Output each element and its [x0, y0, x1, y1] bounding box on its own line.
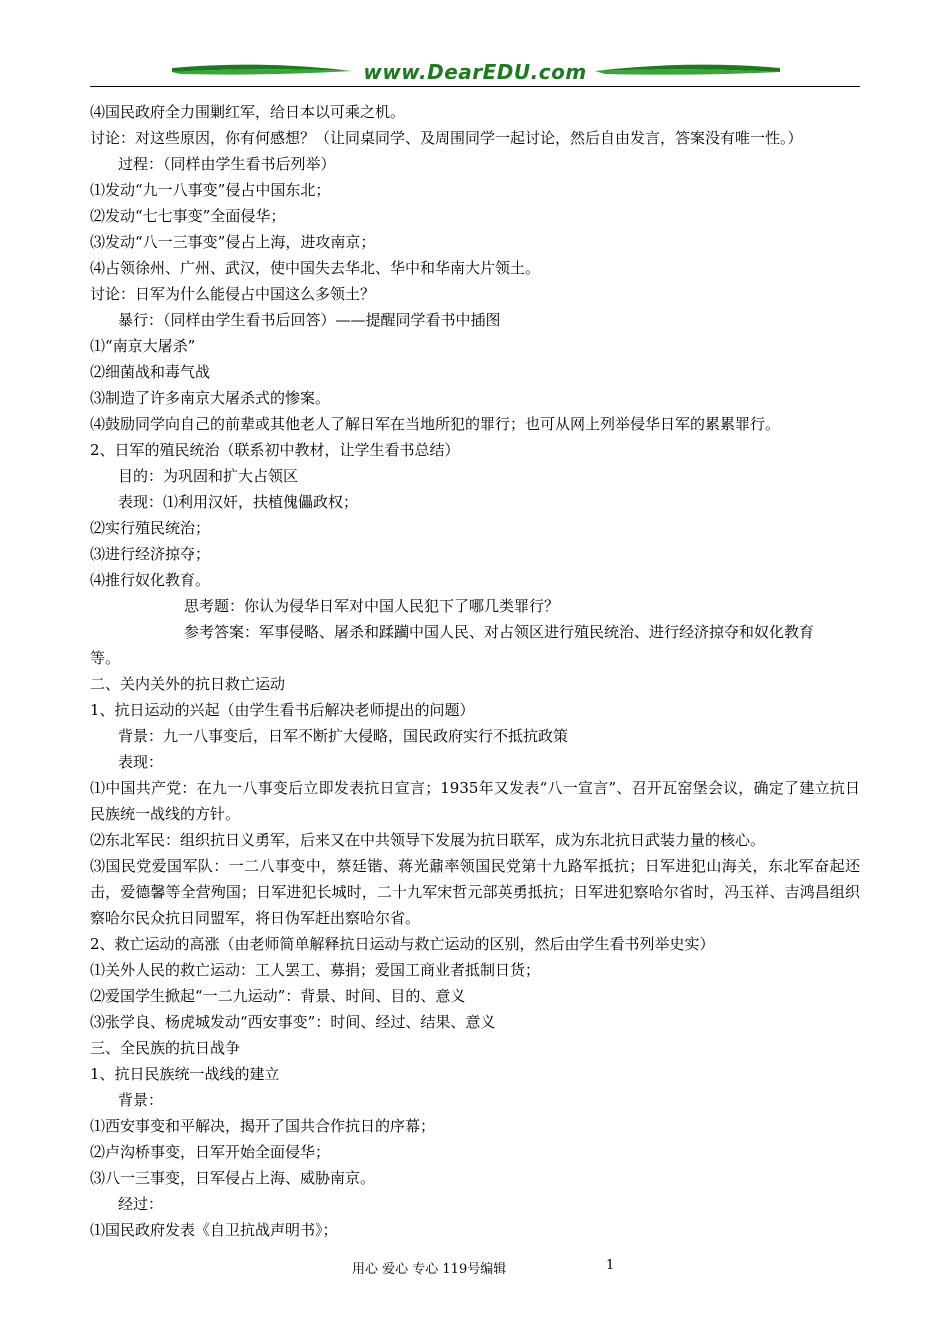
text-line: ⑶张学良、杨虎城发动“西安事变”：时间、经过、结果、意义: [90, 1013, 496, 1031]
text-line: 三、全民族的抗日战争: [90, 1039, 241, 1057]
text-line: ⑶进行经济掠夺；: [90, 545, 211, 563]
text-line: ⑵东北军民：组织抗日义勇军，后来又在中共领导下发展为抗日联军，成为东北抗日武装力量的核心。: [90, 831, 766, 849]
text-line: ⑴“南京大屠杀”: [90, 337, 196, 355]
text-line: ⑵细菌战和毒气战: [90, 363, 211, 381]
text-line: 经过：: [118, 1195, 164, 1213]
text-line: 目的：为巩固和扩大占领区: [118, 467, 299, 485]
text-line: ⑷推行奴化教育。: [90, 571, 211, 589]
text-line: 表现：: [118, 753, 164, 771]
text-line: 2、日军的殖民统治（联系初中教材，让学生看书总结）: [90, 441, 460, 459]
text-line: 背景：九一八事变后，日军不断扩大侵略，国民政府实行不抵抗政策: [118, 727, 569, 745]
text-line: ⑵爱国学生掀起“一二九运动”：背景、时间、目的、意义: [90, 987, 466, 1005]
text-line: 参考答案：军事侵略、屠杀和蹂躏中国人民、对占领区进行殖民统治、进行经济掠夺和奴化教育: [184, 623, 815, 641]
text-line: ⑴发动“九一八事变”侵占中国东北；: [90, 181, 331, 199]
text-line: 1、抗日运动的兴起（由学生看书后解决老师提出的问题）: [90, 701, 475, 719]
text-line: 过程：（同样由学生看书后列举）: [118, 155, 336, 173]
text-line: 思考题：你认为侵华日军对中国人民犯下了哪几类罪行？: [184, 597, 560, 615]
text-line: 2、救亡运动的高涨（由老师简单解释抗日运动与救亡运动的区别，然后由学生看书列举史实）: [90, 935, 715, 953]
footer-text: 用心 爱心 专心 119号编辑: [352, 1262, 507, 1277]
header-divider: [90, 86, 860, 87]
text-line: ⑴中国共产党：在九一八事变后立即发表抗日宣言；1935年又发表“八一宣言”、召开瓦窑堡会议，确定了建立抗日民族统一战线的方针。: [90, 779, 860, 823]
text-line: 背景：: [118, 1091, 164, 1109]
document-body: [90, 99, 860, 1243]
text-line: ⑷鼓励同学向自己的前辈或其他老人了解日军在当地所犯的罪行；也可从网上列举侵华日军的累累罪行。: [90, 415, 781, 433]
text-line: ⑴关外人民的救亡运动：工人罢工、募捐；爱国工商业者抵制日货；: [90, 961, 541, 979]
site-logo[interactable]: www.DearEDU.com: [363, 60, 587, 84]
page-number: 1: [606, 1258, 615, 1273]
text-line: 表现：⑴利用汉奸，扶植傀儡政权；: [118, 493, 359, 511]
text-line: 暴行：（同样由学生看书后回答）——提醒同学看书中插图: [118, 311, 501, 329]
text-line: ⑶国民党爱国军队：一二八事变中，蔡廷锴、蒋光鼐率领国民党第十九路军抵抗；日军进犯山海关，东北军奋起还击，爱德馨等全营殉国；日军进犯长城时，二十九军宋哲元部英勇抵抗；日军进犯察哈尔省时，冯玉祥、吉鸿昌组织察哈尔民众抗日同盟军，将日伪军赶出察哈尔省。: [90, 857, 860, 927]
text-line: ⑷国民政府全力围剿红军，给日本以可乘之机。: [90, 103, 406, 121]
text-line: ⑶发动“八一三事变”侵占上海，进攻南京；: [90, 233, 376, 251]
text-line: ⑶八一三事变，日军侵占上海、威胁南京。: [90, 1169, 376, 1187]
text-line: ⑶制造了许多南京大屠杀式的惨案。: [90, 389, 331, 407]
text-line: ⑴国民政府发表《自卫抗战声明书》；: [90, 1221, 338, 1239]
text-line: 等。: [90, 649, 121, 667]
text-line: ⑷占领徐州、广州、武汉，使中国失去华北、华中和华南大片领土。: [90, 259, 541, 277]
text-line: 讨论：对这些原因，你有何感想？（让同桌同学、及周围同学一起讨论，然后自由发言，答案没有唯一性。）: [90, 129, 803, 147]
text-line: 讨论：日军为什么能侵占中国这么多领土？: [90, 285, 376, 303]
text-line: ⑵卢沟桥事变，日军开始全面侵华；: [90, 1143, 331, 1161]
text-line: ⑵发动“七七事变”全面侵华；: [90, 207, 286, 225]
text-line: 二、关内关外的抗日救亡运动: [90, 675, 286, 693]
text-line: ⑴西安事变和平解决，揭开了国共合作抗日的序幕；: [90, 1117, 436, 1135]
text-line: ⑵实行殖民统治；: [90, 519, 211, 537]
text-line: 1、抗日民族统一战线的建立: [90, 1065, 280, 1083]
